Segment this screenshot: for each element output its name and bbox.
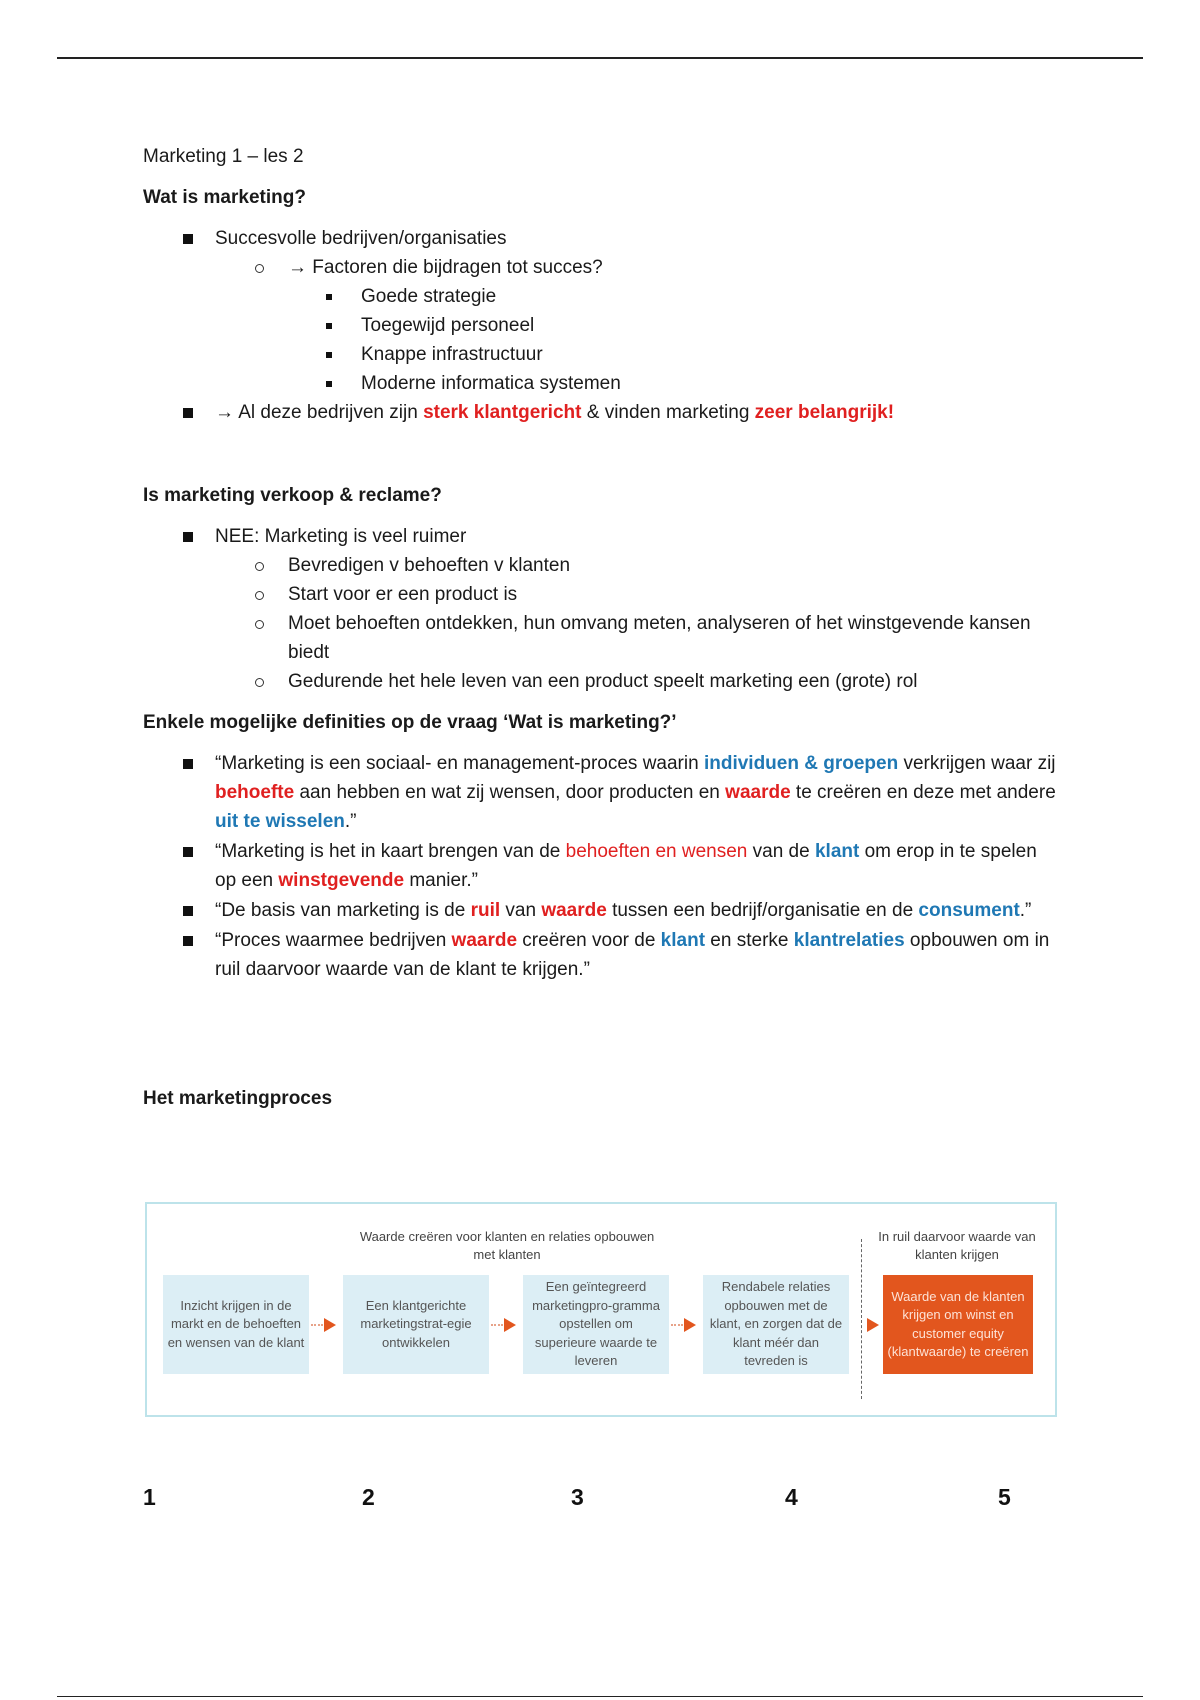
list-item: → Al deze bedrijven zijn sterk klantgericht & vinden marketing zeer belangrijk! [143, 398, 1063, 427]
definition-item: “De basis van marketing is de ruil van waarde tussen een bedrijf/organisatie en de consument.” [143, 896, 1063, 925]
connector-dots [671, 1324, 683, 1326]
heading-definities: Enkele mogelijke definities op de vraag ‘Wat is marketing?’ [143, 712, 677, 733]
divider-dashed [861, 1239, 862, 1399]
process-step-2: Een klantgerichte marketingstrat-egie ontwikkelen [343, 1275, 489, 1374]
arrow-right-icon [684, 1318, 696, 1332]
page-subtitle: Marketing 1 – les 2 [143, 146, 304, 167]
heading-verkoop-reclame: Is marketing verkoop & reclame? [143, 485, 442, 506]
footer-rule [57, 1696, 1143, 1697]
marketing-process-diagram [145, 1202, 1057, 1417]
list-item: Succesvolle bedrijven/organisaties → Factoren die bijdragen tot succes? Goede strategie Toegewijd personeel Knappe infrastructuur Moderne informatica systemen [143, 224, 1063, 398]
list-item: Gedurende het hele leven van een product speelt marketing een (grote) rol [143, 667, 1063, 696]
connector-dots [311, 1324, 323, 1326]
section1-list [143, 224, 1063, 427]
list-item: NEE: Marketing is veel ruimer Bevredigen v behoeften v klanten Start voor er een product is Moet behoeften ontdekken, hun omvang meten, analyseren of het winstgevende kansen biedt Gedurende het hele leven van een product speelt marketing een (grote) rol [143, 522, 1063, 696]
step-number-2: 2 [362, 1484, 375, 1510]
step-number-1: 1 [143, 1484, 156, 1510]
document-body [143, 142, 1063, 1125]
list-item: Goede strategie [143, 282, 1063, 311]
step-number-3: 3 [571, 1484, 584, 1510]
arrow-right-icon [324, 1318, 336, 1332]
process-step-4: Rendabele relaties opbouwen met de klant, en zorgen dat de klant méér dan tevreden is [703, 1275, 849, 1374]
diagram-header-capture-value: In ruil daarvoor waarde van klanten krijgen [878, 1229, 1036, 1262]
process-step-5: Waarde van de klanten krijgen om winst en customer equity (klantwaarde) te creëren [883, 1275, 1033, 1374]
definition-item: “Marketing is het in kaart brengen van de behoeften en wensen van de klant om erop in te spelen op een winstgevende manier.” [143, 837, 1063, 895]
list-item: Start voor er een product is [143, 580, 1063, 609]
definition-item: “Marketing is een sociaal- en management-proces waarin individuen & groepen verkrijgen waar zij behoefte aan hebben en wat zij wensen, door producten en waarde te creëren en deze met andere uit te wisselen.” [143, 749, 1063, 836]
heading-wat-is-marketing: Wat is marketing? [143, 187, 306, 208]
step-number-5: 5 [998, 1484, 1011, 1510]
process-step-3: Een geïntegreerd marketingpro-gramma opstellen om superieure waarde te leveren [523, 1275, 669, 1374]
list-item: Bevredigen v behoeften v klanten [143, 551, 1063, 580]
header-rule [57, 57, 1143, 59]
list-item: Moet behoeften ontdekken, hun omvang meten, analyseren of het winstgevende kansen biedt [143, 609, 1063, 667]
section2-list [143, 522, 1063, 696]
list-item: Moderne informatica systemen [143, 369, 1063, 398]
list-item: → Factoren die bijdragen tot succes? Goede strategie Toegewijd personeel Knappe infrastructuur Moderne informatica systemen [143, 253, 1063, 398]
definitions-list [143, 749, 1063, 984]
diagram-header-create-value: Waarde creëren voor klanten en relaties opbouwen met klanten [359, 1229, 655, 1262]
arrow-right-icon [867, 1318, 879, 1332]
process-step-1: Inzicht krijgen in de markt en de behoeften en wensen van de klant [163, 1275, 309, 1374]
list-item: Knappe infrastructuur [143, 340, 1063, 369]
definition-item: “Proces waarmee bedrijven waarde creëren voor de klant en sterke klantrelaties opbouwen om in ruil daarvoor waarde van de klant te krijgen.” [143, 926, 1063, 984]
arrow-right-icon [504, 1318, 516, 1332]
connector-dots [491, 1324, 503, 1326]
step-number-4: 4 [785, 1484, 798, 1510]
list-item: Toegewijd personeel [143, 311, 1063, 340]
heading-marketingproces: Het marketingproces [143, 1088, 333, 1109]
